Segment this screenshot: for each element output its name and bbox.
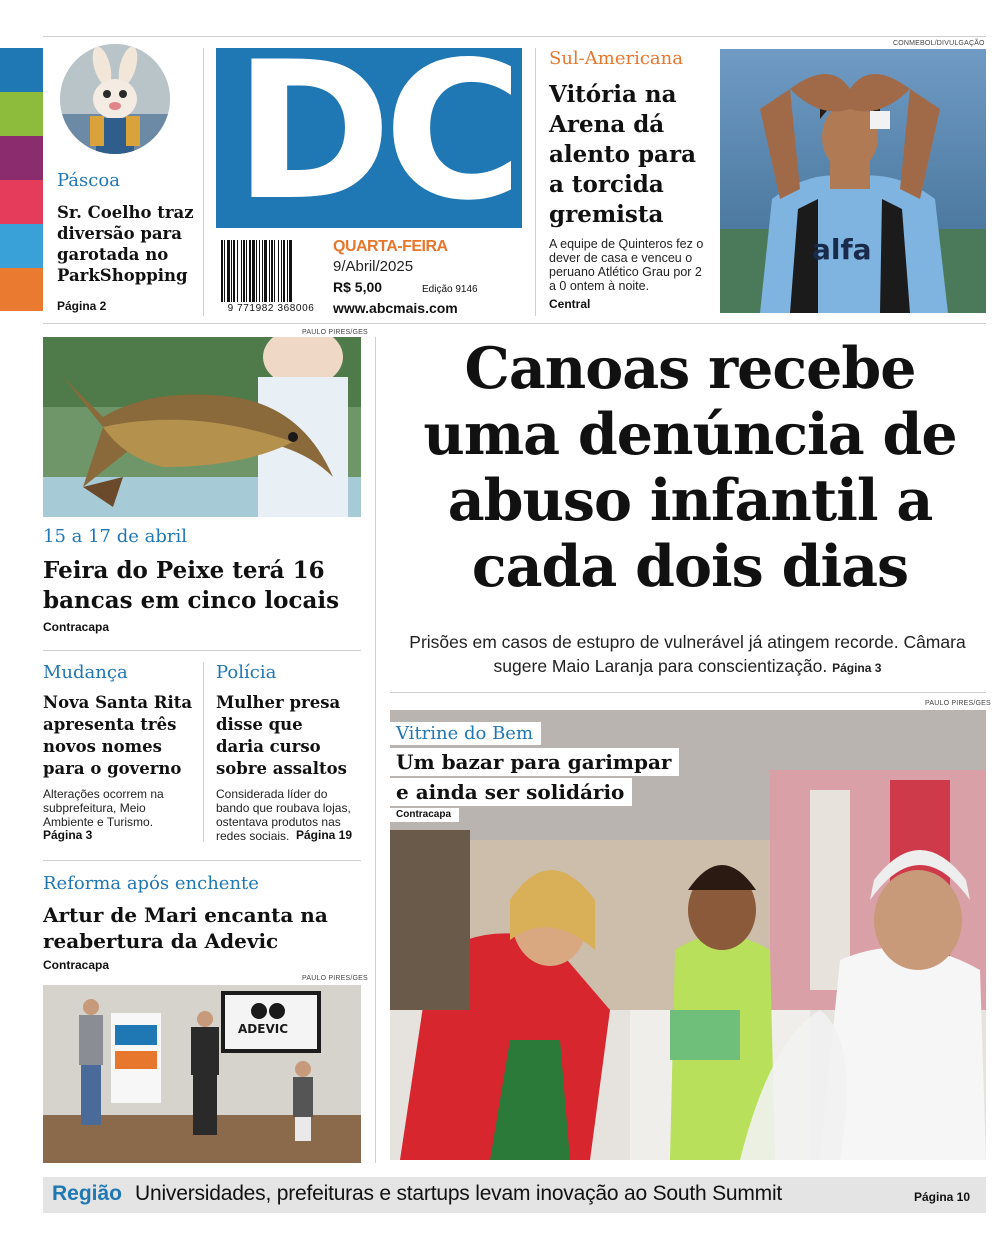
barcode-bar (262, 240, 263, 302)
adevic-screen-text: ADEVIC (238, 1022, 289, 1036)
barcode-bar (259, 240, 260, 302)
stripe-segment (0, 136, 43, 180)
peixe-credit: PAULO PIRES/GES (302, 329, 368, 336)
price: R$ 5,00 (333, 279, 383, 295)
barcode-bar (274, 240, 275, 302)
policia-text: Considerada líder do bando que roubava lojas, ostentava produtos nas redes sociais. (216, 787, 351, 843)
sport-text: A equipe de Quinteros fez o dever de casa e venceu o peruano Atlético Grau por 2 a 0 ontem à noite. (549, 237, 704, 293)
bazar-kicker-box (390, 722, 541, 745)
reforma-credit: PAULO PIRES/GES (302, 975, 368, 982)
barcode-bar (227, 240, 230, 302)
top-rule (43, 36, 986, 37)
barcode-bar (256, 240, 257, 302)
main-headline[interactable]: Canoas recebe uma denúncia de abuso infantil a cada dois dias (423, 335, 957, 600)
fish-photo (43, 337, 361, 517)
stripe-segment (0, 92, 43, 136)
mudanca-kicker: Mudança (43, 662, 128, 683)
barcode-bar (243, 240, 245, 302)
main-subhead: Prisões em casos de estupro de vulnerável já atingem recorde. Câmara sugere Maio Laranja para conscientização. (409, 632, 966, 676)
logo-box (216, 48, 522, 228)
pascoa-headline[interactable]: Sr. Coelho traz diversão para garotada no ParkShopping (57, 203, 194, 285)
bazar-kicker: Vitrine do Bem (396, 723, 534, 744)
policia-ref: Página 19 (296, 828, 353, 842)
bazar-headline-1[interactable]: Um bazar para garimpar (390, 748, 679, 776)
footer-bar[interactable] (43, 1177, 986, 1213)
bazar-ref: Contracapa (390, 808, 459, 822)
barcode-bar (246, 240, 247, 302)
pascoa-kicker: Páscoa (57, 170, 120, 191)
barcode-bar (287, 240, 288, 302)
sport-kicker: Sul-Americana (549, 48, 683, 69)
stripe-segment (0, 268, 43, 311)
easter-bunny-photo (60, 44, 170, 154)
barcode (219, 240, 323, 302)
pascoa-ref: Página 2 (57, 299, 107, 313)
reforma-kicker: Reforma após enchente (43, 873, 259, 894)
footer-section: Região (52, 1182, 123, 1205)
barcode-number: 9 771982 368006 (227, 303, 315, 314)
barcode-bar (252, 240, 255, 302)
barcode-bar (249, 240, 251, 302)
barcode-graphic (219, 240, 323, 302)
sport-credit: CONMEBOL/DIVULGAÇÃO (893, 40, 985, 47)
color-stripe (0, 48, 43, 311)
policia-headline[interactable]: Mulher presa disse que daria curso sobre assaltos (216, 693, 347, 778)
peixe-ref: Contracapa (43, 620, 110, 634)
barcode-bar (283, 240, 285, 302)
barcode-bar (231, 240, 232, 302)
barcode-bar (269, 240, 270, 302)
barcode-bar (221, 240, 223, 302)
adevic-photo (43, 985, 361, 1163)
jersey-text: alfa (812, 233, 872, 266)
policia-kicker: Polícia (216, 662, 277, 683)
peixe-headline[interactable]: Feira do Peixe terá 16 bancas em cinco locais (43, 557, 340, 614)
barcode-bar (271, 240, 273, 302)
barcode-bar (237, 240, 238, 302)
peixe-kicker: 15 a 17 de abril (43, 526, 187, 547)
soccer-player-photo (720, 49, 986, 313)
main-subhead-wrap (390, 630, 985, 680)
logo-text: DC (234, 48, 516, 228)
reforma-headline[interactable]: Artur de Mari encanta na reabertura da Adevic (43, 903, 328, 953)
barcode-bar (233, 240, 235, 302)
reforma-ref: Contracapa (43, 958, 110, 972)
barcode-bar (281, 240, 282, 302)
barcode-bar (241, 240, 242, 302)
mudanca-text: Alterações ocorrem na subprefeitura, Meio Ambiente e Turismo. (43, 787, 164, 829)
website[interactable]: www.abcmais.com (333, 300, 458, 316)
bazar-headline-2[interactable]: e ainda ser solidário (390, 778, 632, 806)
barcode-bar (278, 240, 279, 302)
mudanca-headline[interactable]: Nova Santa Rita apresenta três novos nomes para o governo (43, 693, 193, 778)
footer-headline: Universidades, prefeituras e startups levam inovação ao South Summit (135, 1182, 783, 1205)
barcode-bar (264, 240, 267, 302)
bazar-credit: PAULO PIRES/GES (925, 700, 991, 707)
edition: Edição 9146 (422, 284, 478, 295)
weekday: QUARTA-FEIRA (333, 238, 448, 255)
barcode-bar (224, 240, 225, 302)
footer-ref: Página 10 (914, 1190, 971, 1204)
date: 9/Abril/2025 (333, 258, 414, 275)
sport-headline[interactable]: Vitória na Arena dá alento para a torcida gremista (549, 81, 696, 228)
sport-ref: Central (549, 297, 591, 311)
stripe-segment (0, 180, 43, 224)
stripe-segment (0, 48, 43, 92)
mudanca-ref: Página 3 (43, 828, 93, 842)
barcode-bar (289, 240, 292, 302)
main-ref: Página 3 (832, 661, 882, 675)
stripe-segment (0, 224, 43, 268)
